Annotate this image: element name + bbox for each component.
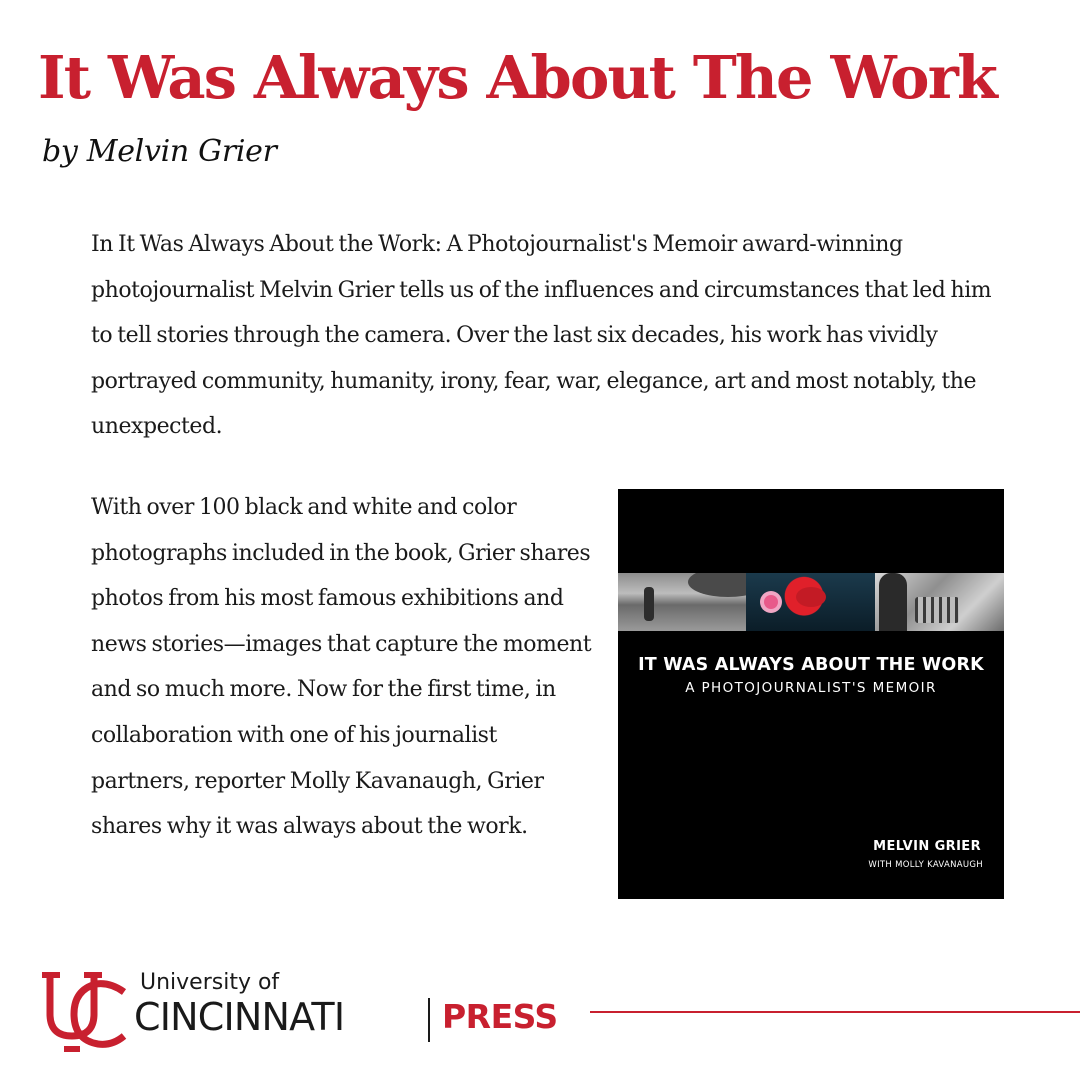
cover-coauthor: WITH MOLLY KAVANAUGH bbox=[868, 860, 983, 870]
footer-rule bbox=[590, 1011, 1080, 1013]
page-title: It Was Always About The Work bbox=[38, 43, 997, 112]
logo-press: PRESS bbox=[442, 997, 558, 1036]
logo-university-of: University of bbox=[140, 970, 280, 995]
description-paragraph-1: In It Was Always About the Work: A Photojournalist's Memoir award-winning photojournalist Melvin Grier tells us of the influences and circumstances that led him to tell stories through the camera. Over the last six decades, his work has vividly portrayed community, humanity, irony, fear, war, elegance, art and most notably, the unexpected. bbox=[91, 232, 992, 439]
logo-cincinnati: CINCINNATI bbox=[134, 995, 345, 1039]
cover-title: IT WAS ALWAYS ABOUT THE WORK bbox=[638, 655, 984, 675]
book-cover bbox=[618, 489, 1004, 899]
cover-photo-checkers bbox=[875, 573, 1004, 631]
cover-subtitle: A PHOTOJOURNALIST'S MEMOIR bbox=[685, 680, 937, 696]
cover-author: MELVIN GRIER bbox=[873, 839, 981, 854]
description-paragraph-2: With over 100 black and white and color photographs included in the book, Grier shares photos from his most famous exhibitions and news stories—images that capture the moment and so much more. Now for the first time, in collaboration with one of his journalist partners, reporter Molly Kavanaugh, Grier shares why it was always about the work. bbox=[91, 495, 592, 840]
uc-monogram-icon bbox=[40, 970, 132, 1054]
logo-divider bbox=[428, 998, 430, 1042]
cover-photo-beach bbox=[618, 573, 746, 631]
university-press-logo bbox=[40, 970, 580, 1054]
cover-photo-strip bbox=[618, 573, 1004, 631]
author-byline: by Melvin Grier bbox=[42, 134, 277, 169]
cover-photo-flower bbox=[746, 573, 875, 631]
